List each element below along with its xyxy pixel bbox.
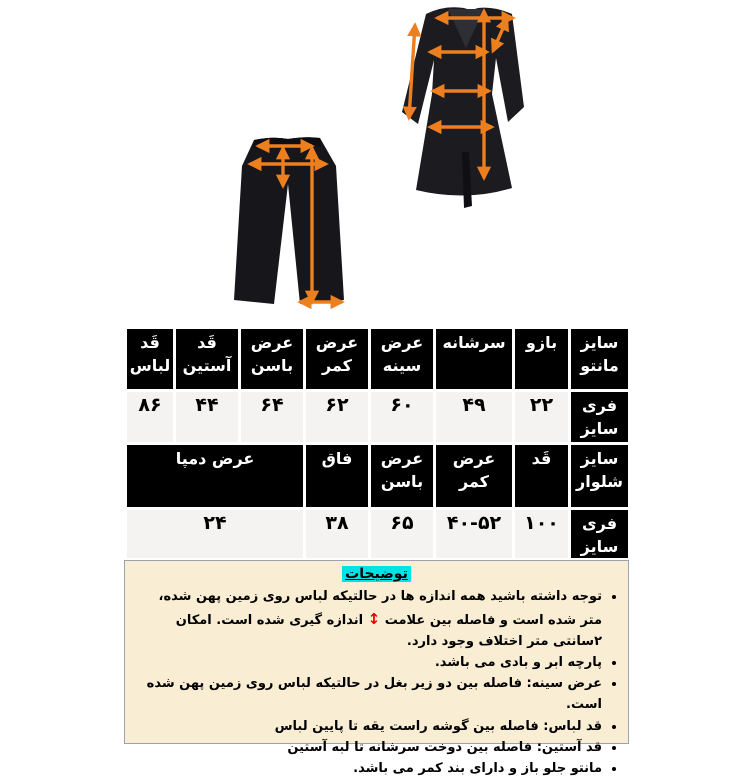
pants-row-label: فری سایز bbox=[571, 510, 628, 558]
manto-header-arm: بازو bbox=[515, 329, 568, 389]
manto-value-hip: ۶۴ bbox=[241, 392, 303, 442]
pants-header-length: قَد bbox=[515, 445, 568, 507]
notes-title-text: توضیحات bbox=[342, 566, 411, 582]
manto-value-shoulder: ۴۹ bbox=[436, 392, 512, 442]
manto-header-shoulder: سرشانه bbox=[436, 329, 512, 389]
manto-header-chest: عرض سینه bbox=[371, 329, 433, 389]
pants-header-hem: عرض دمپا bbox=[127, 445, 303, 507]
note-garment-length: • قد لباس: فاصله بین گوشه راست یقه تا پایین لباس bbox=[135, 716, 602, 737]
manto-header-hip: عرض باسن bbox=[241, 329, 303, 389]
manto-value-arm: ۲۲ bbox=[515, 392, 568, 442]
notes-title bbox=[125, 563, 628, 582]
pants-value-hip: ۶۵ bbox=[371, 510, 433, 558]
pants-silhouette bbox=[234, 137, 344, 304]
note-chest-width: • عرض سینه: فاصله بین دو زیر بغل در حالتیکه لباس روی زمین پهن شده است. bbox=[135, 673, 602, 715]
double-arrow-marker-icon: ↕ bbox=[367, 610, 381, 629]
manto-value-chest: ۶۰ bbox=[371, 392, 433, 442]
pants-photo bbox=[228, 134, 350, 314]
manto-header-sleeve-len: قَد آستین bbox=[176, 329, 238, 389]
manto-value-waist: ۶۲ bbox=[306, 392, 368, 442]
pants-value-rise: ۳۸ bbox=[306, 510, 368, 558]
manto-value-garment-len: ۸۶ bbox=[127, 392, 173, 442]
manto-value-sleeve-len: ۴۴ bbox=[176, 392, 238, 442]
note1-text-b: اندازه گیری شده است. امکان ۲سانتی متر اختلاف وجود دارد. bbox=[175, 613, 602, 650]
manto-header-waist: عرض کمر bbox=[306, 329, 368, 389]
pants-header-size: سایز شلوار bbox=[571, 445, 628, 507]
manto-silhouette bbox=[402, 7, 524, 208]
note-fabric: • پارچه ابر و بادی می باشد. bbox=[135, 652, 602, 673]
pants-header-waist: عرض کمر bbox=[436, 445, 512, 507]
pants-value-length: ۱۰۰ bbox=[515, 510, 568, 558]
pants-value-waist: ۴۰-۵۲ bbox=[436, 510, 512, 558]
size-tables bbox=[127, 329, 628, 558]
pants-header-hip: عرض باسن bbox=[371, 445, 433, 507]
note1-text-a: توجه داشته باشید همه اندازه ها در حالتیکه لباس روی زمین پهن شده، متر شده است و فاصله بین علامت bbox=[158, 589, 602, 629]
note-measure-tolerance bbox=[135, 586, 602, 652]
manto-header-size: سایز مانتو bbox=[571, 329, 628, 389]
manto-header-garment-len: قَد لباس bbox=[127, 329, 173, 389]
pants-value-hem: ۲۴ bbox=[127, 510, 303, 558]
pants-header-rise: فاق bbox=[306, 445, 368, 507]
manto-row-label: فری سایز bbox=[571, 392, 628, 442]
manto-photo bbox=[396, 2, 526, 210]
note-sleeve-length: • قد آستین: فاصله بین دوخت سرشانه تا لبه آستین bbox=[135, 737, 602, 758]
notes-box bbox=[124, 560, 629, 776]
note-open-front: • مانتو جلو باز و دارای بند کمر می باشد. bbox=[135, 758, 602, 779]
